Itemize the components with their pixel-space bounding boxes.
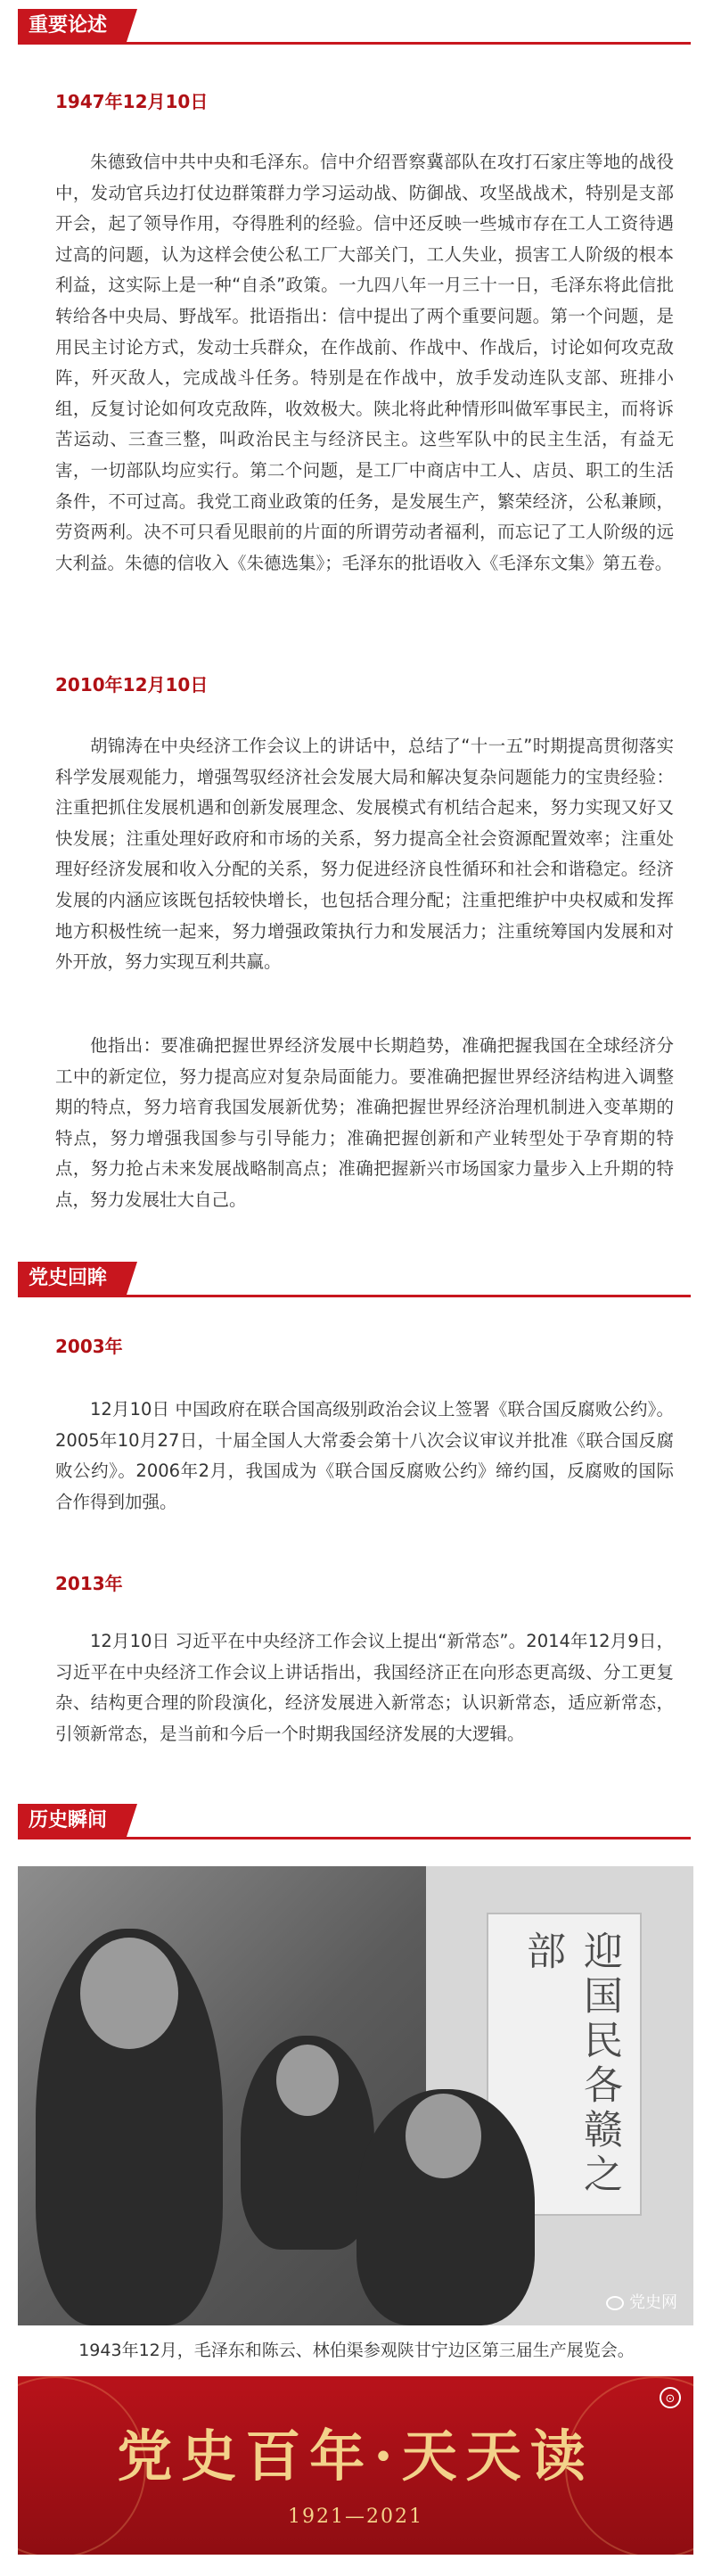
entry-paragraph: 12月10日 习近平在中央经济工作会议上提出“新常态”。2014年12月9日，习近平在中央经济工作会议上讲话指出，我国经济正在向形态更高级、分工更复杂、结构更合理的阶段演化，经济发展进入新常态；认识新常态，适应新常态，引领新常态，是当前和今后一个时期我国经济发展的大逻辑。 [55, 1631, 674, 1744]
footer-banner [18, 2376, 693, 2555]
section-title: 重要论述 [18, 9, 127, 42]
section-header-moment [18, 1804, 691, 1839]
entry-paragraph: 他指出：要准确把握世界经济发展中长期趋势，准确把握我国在全球经济分工中的新定位，努力提高应对复杂局面能力。要准确把握世界经济结构进入调整期的特点，努力培育我国发展新优势；准确把握世界经济治理机制进入变革期的特点，努力增强我国参与引导能力；准确把握创新和产业转型处于孕育期的特点，努力抢占未来发展战略制高点；准确把握新兴市场国家力量步入上升期的特点，努力发展壮大自己。 [55, 1035, 674, 1210]
entry-paragraph: 胡锦涛在中央经济工作会议上的讲话中，总结了“十一五”时期提高贯彻落实科学发展观能力，增强驾驭经济社会发展大局和解决复杂问题能力的宝贵经验：注重把抓住发展机遇和创新发展理念、发展模式有机结合起来，努力实现又好又快发展；注重处理好政府和市场的关系，努力提高全社会资源配置效率；注重处理好经济发展和收入分配的关系，努力促进经济良性循环和社会和谐稳定。经济发展的内涵应该既包括较快增长，也包括合理分配；注重把维护中央权威和发挥地方积极性统一起来，努力增强政策执行力和发展活力；注重统筹国内发展和对外开放，努力实现互利共赢。 [55, 736, 674, 973]
section-header-history [18, 1262, 691, 1297]
watermark-text: 党史网 [629, 2293, 677, 2312]
photo-sign: 迎国民各赣之部 [487, 1913, 642, 2216]
entry-date: 1947年12月10日 [55, 91, 209, 112]
photo-face [80, 1938, 178, 2049]
photo-face [406, 2094, 481, 2178]
photo-face [276, 2045, 339, 2116]
section-title: 党史回眸 [18, 1262, 127, 1295]
entry-paragraph: 朱德致信中共中央和毛泽东。信中介绍晋察冀部队在攻打石家庄等地的战役中，发动官兵边打仗边群策群力学习运动战、防御战、攻坚战战术，特别是支部开会，起了领导作用，夺得胜利的经验。信中还反映一些城市存在工人工资待遇过高的问题，认为这样会使公私工厂大部关门，工人失业，损害工人阶级的根本利益，这实际上是一种“自杀”政策。一九四八年一月三十一日，毛泽东将此信批转给各中央局、野战军。批语指出：信中提出了两个重要问题。第一个问题，是用民主讨论方式，发动士兵群众，在作战前、作战中、作战后，讨论如何攻克敌阵，歼灭敌人，完成战斗任务。特别是在作战中，放手发动连队支部、班排小组，反复讨论如何攻克敌阵，收效极大。陕北将此种情形叫做军事民主，而将诉苦运动、三查三整，叫政治民主与经济民主。这些军队中的民主生活，有益无害，一切部队均应实行。第二个问题，是工厂中商店中工人、店员、职工的生活条件，不可过高。我党工商业政策的任务，是发展生产，繁荣经济，公私兼顾，劳资两利。决不可只看见眼前的片面的所谓劳动者福利，而忘记了工人阶级的远大利益。朱德的信收入《朱德选集》；毛泽东的批语收入《毛泽东文集》第五卷。 [55, 152, 674, 573]
section-header-important [18, 9, 691, 45]
weibo-icon [606, 2296, 624, 2310]
entry-date: 2003年 [55, 1336, 123, 1357]
historical-photo [18, 1866, 693, 2325]
entry-date: 2010年12月10日 [55, 674, 209, 695]
entry-paragraph: 12月10日 中国政府在联合国高级别政治会议上签署《联合国反腐败公约》。2005年10月27日，十届全国人大常委会第十八次会议审议并批准《联合国反腐败公约》。2006年2月，我国成为《联合国反腐败公约》缔约国，反腐败的国际合作得到加强。 [55, 1399, 674, 1512]
banner-seal-icon: ⊙ [660, 2387, 681, 2408]
banner-title: 党史百年·天天读 [117, 2424, 594, 2489]
section-title: 历史瞬间 [18, 1804, 127, 1837]
photo-watermark [606, 2290, 677, 2313]
entry-date: 2013年 [55, 1573, 123, 1594]
photo-caption: 1943年12月，毛泽东和陈云、林伯渠参观陕甘宁边区第三届生产展览会。 [78, 2341, 635, 2360]
banner-years: 1921—2021 [288, 2506, 423, 2528]
